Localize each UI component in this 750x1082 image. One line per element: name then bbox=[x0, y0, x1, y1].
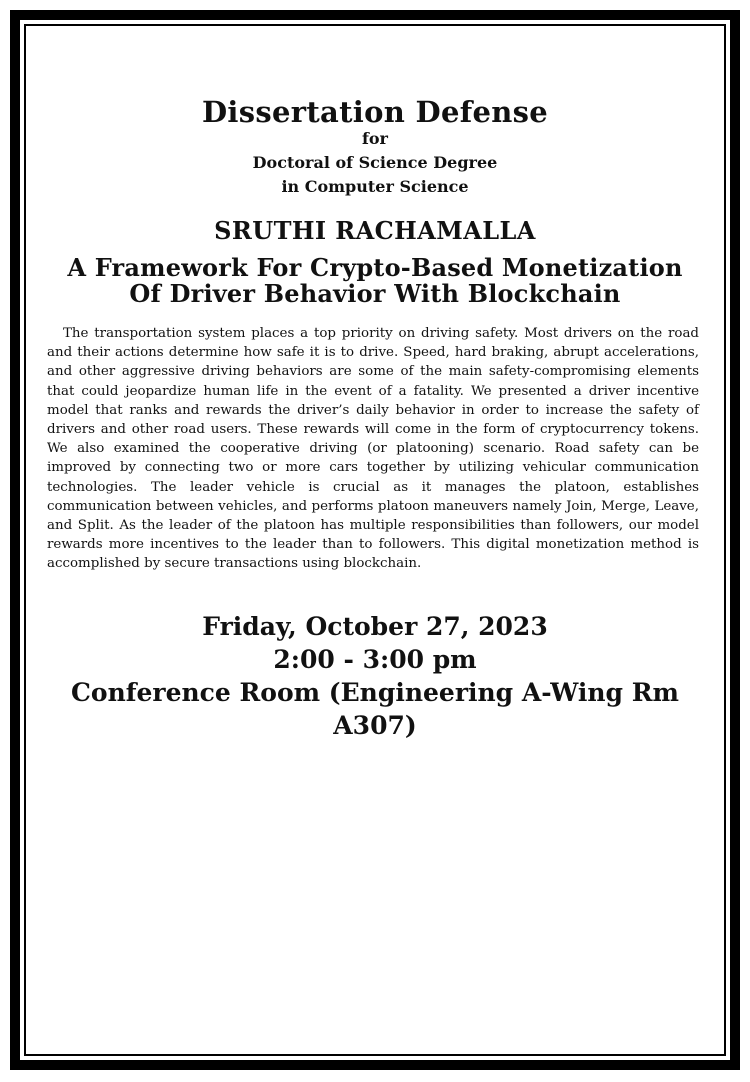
event-date: Friday, October 27, 2023 bbox=[202, 612, 548, 641]
for-label: for bbox=[362, 129, 388, 148]
thesis-title-line-1: A Framework For Crypto-Based Monetization bbox=[67, 253, 683, 282]
outer-border-frame bbox=[10, 10, 740, 1070]
abstract-paragraph: The transportation system places a top priority on driving safety. Most drivers on the road and their actions determine how safe it is to drive. Speed, hard braking, abrupt accelerations, and other aggressive driving behaviors are some of the main safety-compromising elements that could jeopardize human life in the event of a fatality. We presented a driver incentive model that ranks and rewards the driver’s daily behavior in order to increase the safety of drivers and other road users. These rewards will come in the form of cryptocurrency tokens. We also examined the cooperative driving (or platooning) scenario. Road safety can be improved by connecting two or more cars together by utilizing vehicular communication technologies. The leader vehicle is crucial as it manages the platoon, establishes communication between vehicles, and performs platoon maneuvers namely Join, Merge, Leave, and Split. As the leader of the platoon has multiple responsibilities than followers, our model rewards more incentives to the leader than to followers. This digital monetization method is accomplished by secure transactions using blockchain. bbox=[47, 326, 699, 572]
degree-label: Doctoral of Science Degree bbox=[252, 153, 498, 172]
page-title: Dissertation Defense bbox=[201, 95, 549, 129]
flyer-content bbox=[26, 26, 724, 1054]
thesis-title-line-2: Of Driver Behavior With Blockchain bbox=[129, 279, 621, 308]
candidate-name: SRUTHI RACHAMALLA bbox=[214, 216, 536, 245]
thesis-title bbox=[26, 255, 724, 307]
event-time: 2:00 - 3:00 pm bbox=[273, 645, 477, 674]
inner-border-frame bbox=[24, 24, 726, 1056]
field-label: in Computer Science bbox=[281, 177, 469, 196]
event-details bbox=[26, 610, 724, 742]
event-location: Conference Room (Engineering A-Wing Rm A307) bbox=[71, 678, 679, 740]
